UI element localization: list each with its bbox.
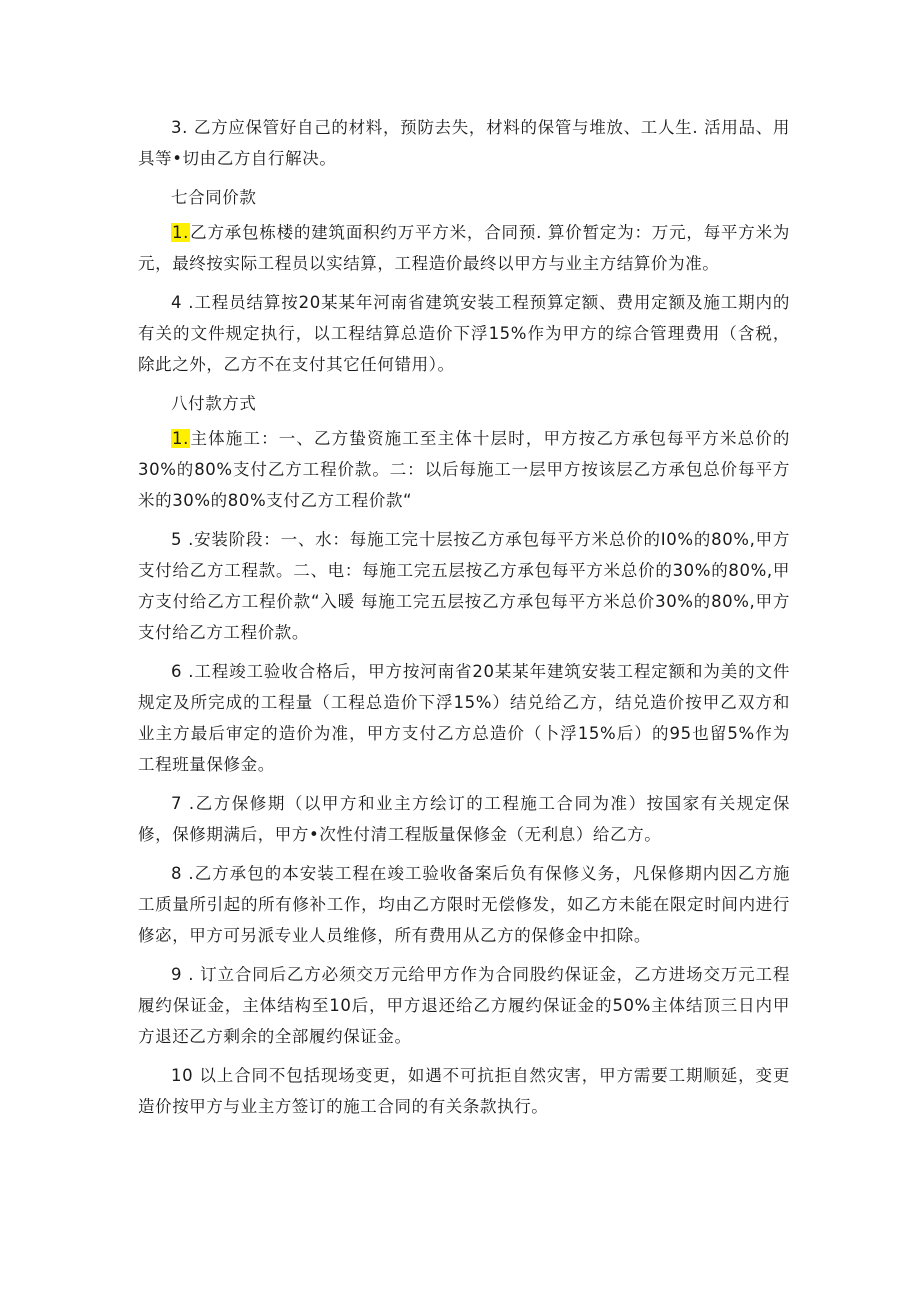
highlight-marker: 1. (172, 429, 189, 448)
section-heading-contract-price: 七合同价款 (171, 188, 257, 207)
highlight-marker: 1. (172, 223, 189, 242)
clause-4-settlement: 4 .工程员结算按20某某年河南省建筑安装工程预算定额、费用定额及施工期内的有关的文件规定执行，以工程结算总造价下浮15%作为甲方的综合管理费用（含税，除此之外，乙方不在支付其它任何错用）。 (138, 293, 790, 374)
clause-1-contract-price (138, 217, 790, 279)
clause-3-materials: 3. 乙方应保管好自己的材料，预防去失，材料的保管与堆放、工人生. 活用品、用具等•切由乙方自行解决。 (138, 118, 790, 168)
clause-10-exclusions: 10 以上合同不包括现场变更，如遇不可抗拒自然灾害，甲方需要工期顺延，变更造价按甲方与业主方签订的施工合同的有关条款执行。 (138, 1066, 790, 1116)
section-heading-payment-method: 八付款方式 (171, 394, 257, 413)
clause-8-warranty-obligation: 8 .乙方承包的本安装工程在竣工验收备案后负有保修义务，凡保修期内因乙方施工质量所引起的所有修补工作，均由乙方限时无偿修发，如乙方未能在限定时间内进行修宓，甲方可另派专业人员维修，所有费用从乙方的保修金中扣除。 (138, 864, 790, 945)
clause-5-installation: 5 .安装阶段：一、水：每施工完十层按乙方承包每平方米总价的I0%的80%,甲方支付给乙方工程款。二、电：每施工完五层按乙方承包每平方米总价的30%的80%,甲方支付给乙方工程价款“入暖 每施工完五层按乙方承包每平方米总价30%的80%,甲方支付给乙方工程价款。 (138, 530, 790, 642)
clause-text: 乙方承包栋楼的建筑面积约万平方米，合同预. 算价暂定为：万元，每平方米为元，最终按实际工程员以实结算，工程造价最终以甲方与业主方结算价为准。 (138, 223, 790, 273)
document-body (138, 112, 790, 1130)
clause-9-performance-bond: 9 . 订立合同后乙方必须交万元给甲方作为合同股约保证金，乙方进场交万元工程履约保证金，主体结构至10后，甲方退还给乙方履约保证金的50%主体结顶三日内甲方退还乙方剩余的全部履约保证金。 (138, 965, 790, 1046)
clause-text: 主体施工：一、乙方蛰资施工至主体十层时，甲方按乙方承包每平方米总价的30%的80%支付乙方工程价款。二：以后每施工一层甲方按该层乙方承包总价每平方米的30%的80%支付乙方工程价款“ (138, 429, 790, 510)
clause-6-acceptance: 6 .工程竣工验收合格后，甲方按河南省20某某年建筑安装工程定额和为美的文件规定及所完成的工程量（工程总造价下浮15%）结兑给乙方，结兑造价按甲乙双方和业主方最后审定的造价为准，甲方支付乙方总造价（卜浮15%后）的95也留5%作为工程班量保修金。 (138, 662, 790, 774)
clause-1-main-construction (138, 423, 790, 516)
clause-7-warranty-period: 7 .乙方保修期（以甲方和业主方绘订的工程施工合同为准）按国家有关规定保修，保修期满后，甲方•次性付清工程版量保修金（无利息）给乙方。 (138, 794, 790, 844)
